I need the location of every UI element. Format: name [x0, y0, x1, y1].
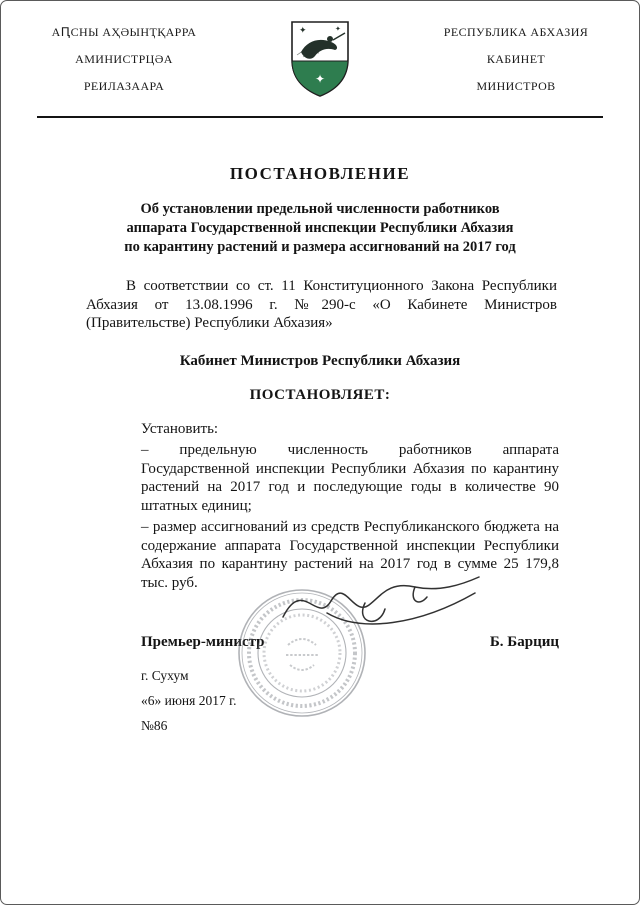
- header-divider: [37, 116, 603, 118]
- document-footer: [141, 663, 639, 738]
- letterhead-left: [29, 19, 219, 100]
- footer-date: «6» июня 2017 г.: [141, 693, 237, 708]
- letterhead-right-line: РЕСПУБЛИКА АБХАЗИЯ: [443, 25, 589, 39]
- letterhead-left-line: АМИНИСТРЦӘА: [75, 52, 173, 66]
- body-lead: Установить:: [141, 420, 219, 437]
- signature-row: [141, 634, 559, 651]
- signer-name: Б. Барциц: [489, 634, 559, 650]
- letterhead-right: [421, 19, 611, 100]
- signer-role: Премьер-министр: [141, 634, 265, 650]
- authority-line: Кабинет Министров Республики Абхазия: [179, 352, 461, 369]
- subject-line: по карантину растений и размера ассигнований на 2017 год: [124, 239, 516, 255]
- letterhead-left-line: РЕИЛАЗААРА: [83, 79, 165, 93]
- svg-text:✦: ✦: [335, 25, 341, 33]
- resolves-line: ПОСТАНОВЛЯЕТ:: [249, 386, 391, 403]
- letterhead-right-line: МИНИСТРОВ: [476, 79, 556, 93]
- coat-of-arms-icon: [289, 19, 351, 99]
- letterhead: [1, 1, 639, 100]
- letterhead-right-line: КАБИНЕТ: [486, 52, 546, 66]
- intro-paragraph: В соответствии со ст. 11 Конституционного Закона Республики Абхазия от 13.08.1996 г. №290-с «О Кабинете Министров (Правительстве) Республики Абхазия»: [86, 278, 557, 331]
- footer-city: г. Сухум: [141, 668, 189, 683]
- document-title: ПОСТАНОВЛЕНИЕ: [229, 164, 411, 183]
- document-subject: [1, 200, 639, 257]
- subject-line: Об установлении предельной численности работников: [140, 201, 500, 217]
- subject-line: аппарата Государственной инспекции Республики Абхазия: [126, 220, 514, 236]
- letterhead-left-line: АԤСНЫ АҲӘЫНҬҚАРРА: [51, 25, 197, 39]
- body-item: – размер ассигнований из средств Республиканского бюджета на содержание аппарата Государственной инспекции Республики Абхазия по карантину растений на 2017 год в сумме 25 179,8 тыс. руб.: [141, 519, 559, 591]
- resolution-body: [141, 420, 559, 593]
- footer-number: №86: [141, 718, 168, 733]
- body-item: – предельную численность работников аппарата Государственной инспекции Республики Абхазия по карантину растений на 2017 год и последующие годы в количестве 90 штатных единиц;: [141, 442, 559, 514]
- svg-text:✦: ✦: [299, 26, 307, 36]
- svg-text:✦: ✦: [315, 72, 326, 86]
